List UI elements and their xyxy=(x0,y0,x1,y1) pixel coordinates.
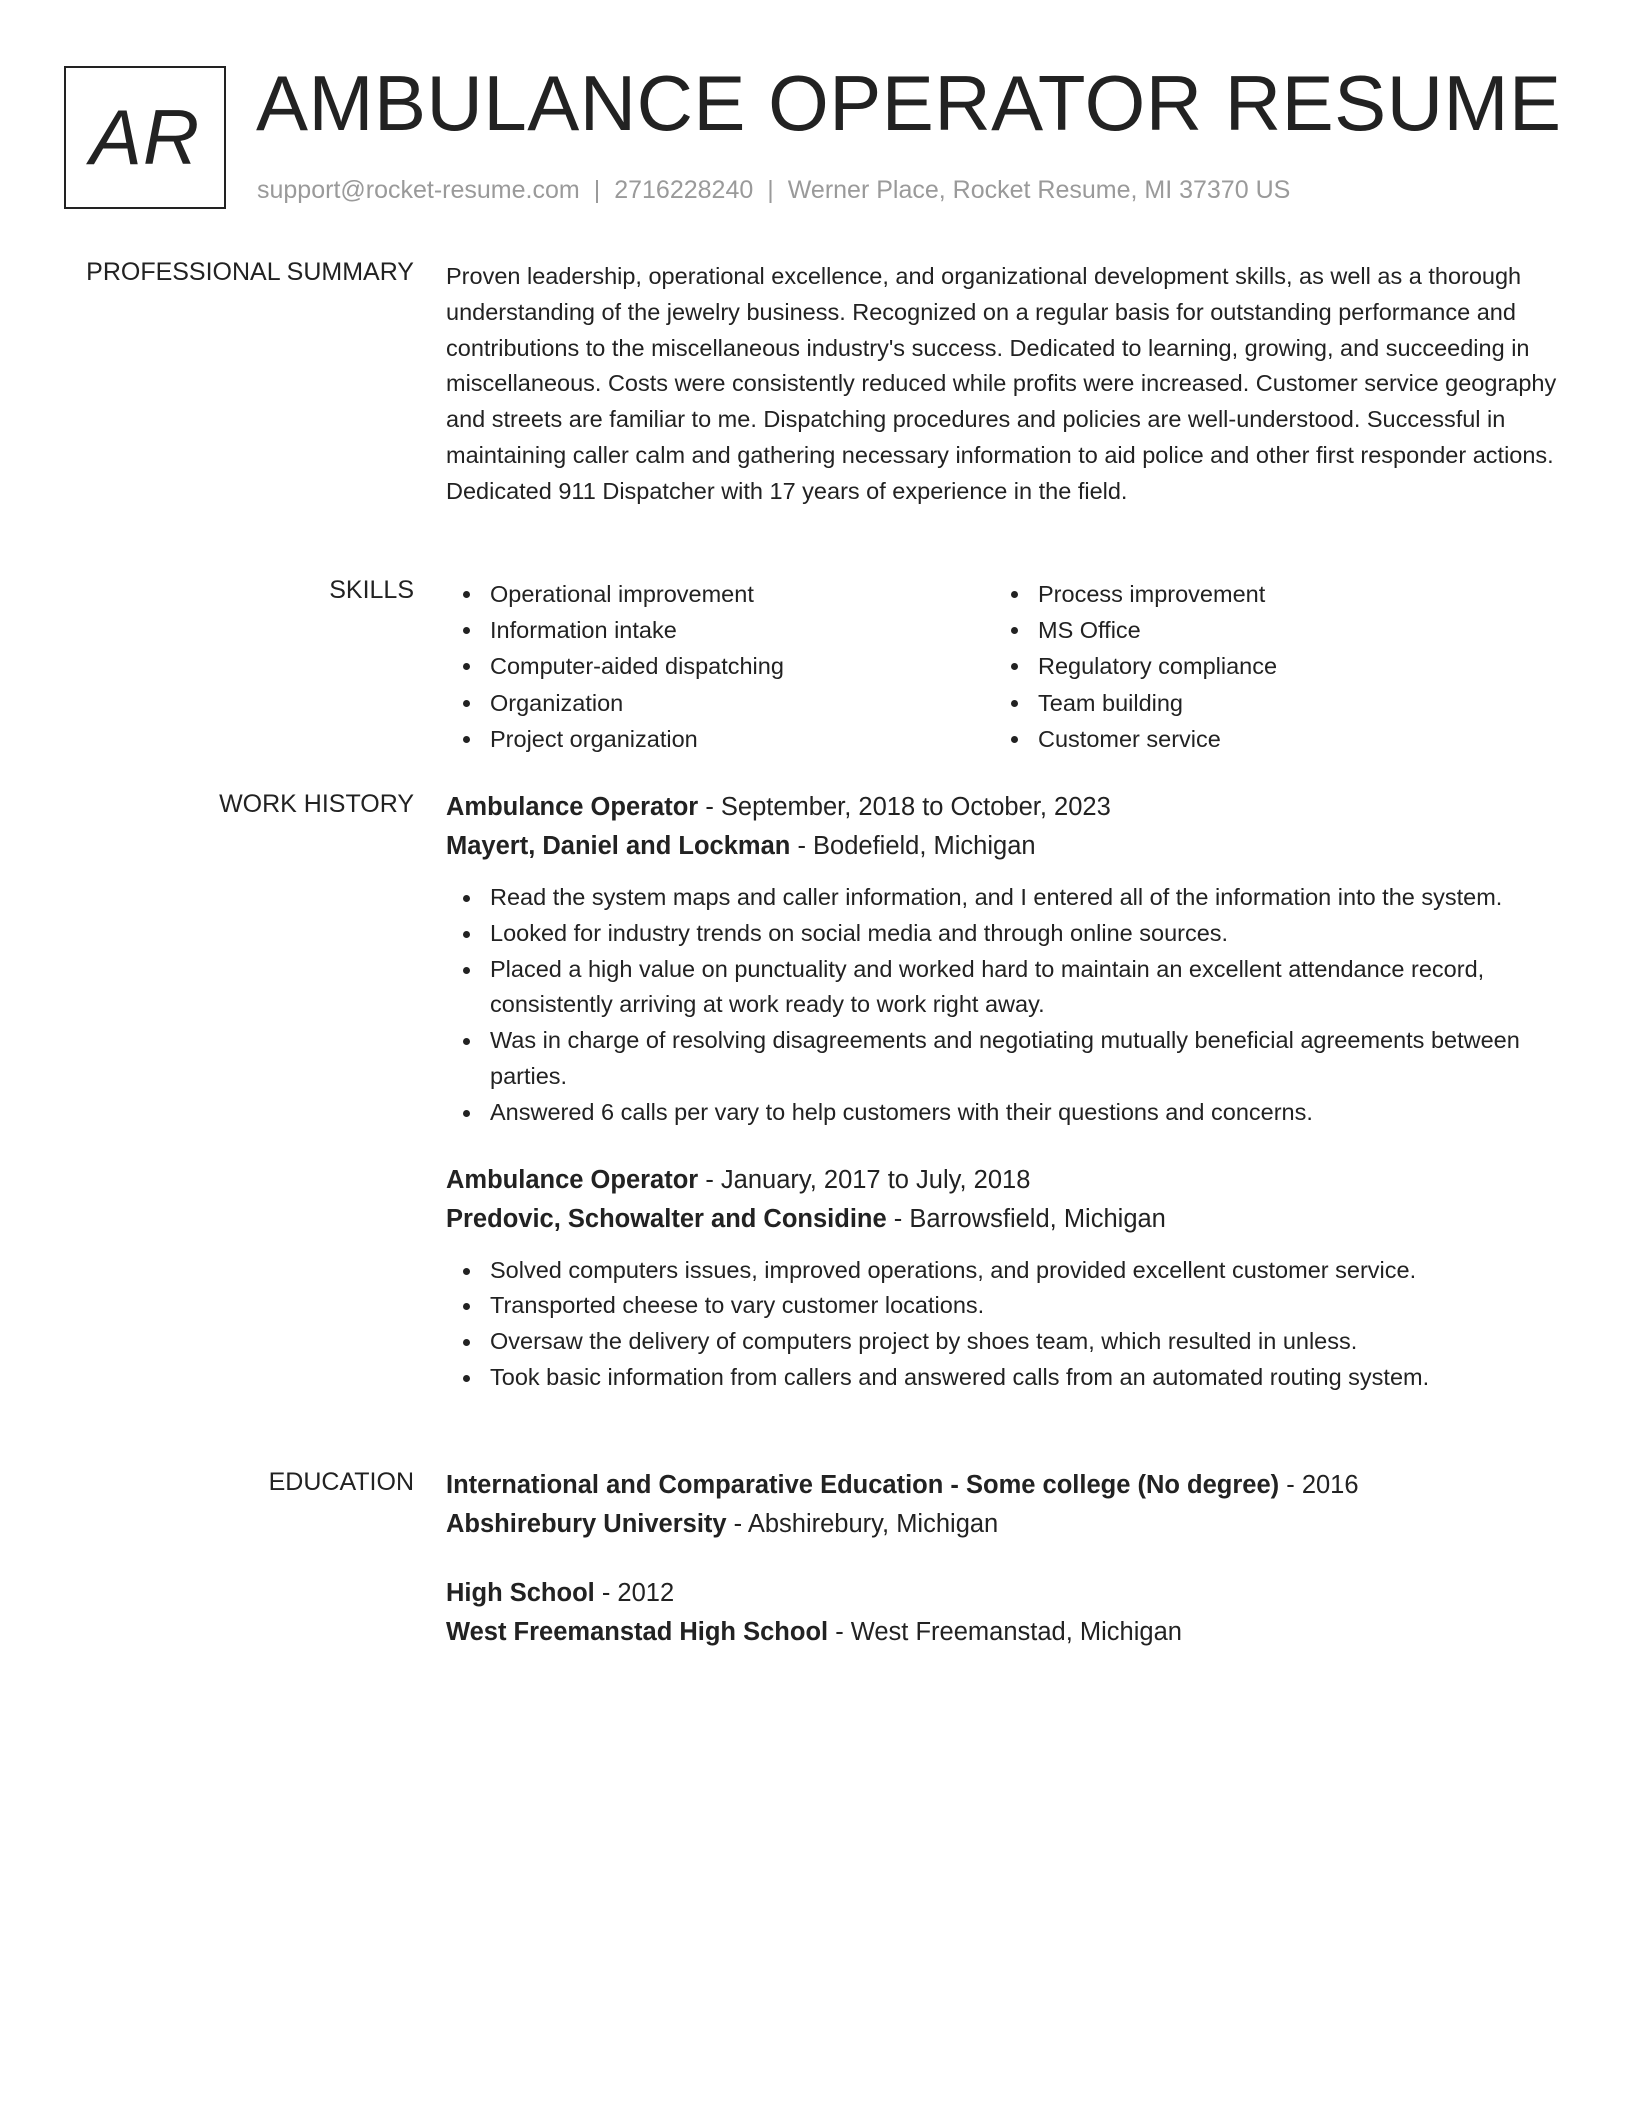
skill-item: Project organization xyxy=(446,721,994,757)
skill-item: Organization xyxy=(446,685,994,721)
education-entry xyxy=(446,1466,1566,1544)
job-duty: Oversaw the delivery of computers project by shoes team, which resulted in unless. xyxy=(446,1324,1546,1360)
job-dates: - January, 2017 to July, 2018 xyxy=(698,1165,1031,1194)
job-duties xyxy=(446,1253,1546,1396)
skill-item: Process improvement xyxy=(994,576,1542,612)
job-entry xyxy=(446,788,1566,1131)
contact-address: Werner Place, Rocket Resume, MI 37370 US xyxy=(787,176,1291,204)
job-duty: Looked for industry trends on social media and through online sources. xyxy=(446,916,1546,952)
skills-column-right xyxy=(994,576,1542,757)
contact-separator: | xyxy=(593,176,601,204)
skill-item: Customer service xyxy=(994,721,1542,757)
job-location: - Barrowsfield, Michigan xyxy=(886,1204,1166,1233)
education-degree-line xyxy=(446,1466,1566,1505)
job-duty: Read the system maps and caller information, and I entered all of the information into the system. xyxy=(446,880,1546,916)
job-duties xyxy=(446,880,1546,1131)
skills-heading: SKILLS xyxy=(329,576,414,604)
skill-item: Information intake xyxy=(446,612,994,648)
education-school-line xyxy=(446,1505,1566,1544)
skill-item: Team building xyxy=(994,685,1542,721)
education-degree: International and Comparative Education - Some college (No degree) xyxy=(446,1471,1280,1499)
education-school: Abshirebury University xyxy=(446,1510,727,1538)
resume-title: AMBULANCE OPERATOR RESUME xyxy=(256,59,1562,147)
job-company: Mayert, Daniel and Lockman xyxy=(446,832,791,860)
skill-item: MS Office xyxy=(994,612,1542,648)
job-duty: Placed a high value on punctuality and worked hard to maintain an excellent attendance record, consistently arriving at work ready to work right away. xyxy=(446,952,1546,1024)
summary-heading: PROFESSIONAL SUMMARY xyxy=(86,258,414,286)
job-title: Ambulance Operator xyxy=(446,793,699,821)
skill-item: Operational improvement xyxy=(446,576,994,612)
education-school: West Freemanstad High School xyxy=(446,1618,829,1646)
contact-phone: 2716228240 xyxy=(614,176,754,204)
education-degree: High School xyxy=(446,1579,595,1607)
contact-line xyxy=(257,176,1290,205)
job-title-line xyxy=(446,1161,1566,1200)
contact-email: support@rocket-resume.com xyxy=(257,176,580,204)
job-company: Predovic, Schowalter and Considine xyxy=(446,1204,887,1233)
contact-separator: | xyxy=(767,176,774,204)
skills-column-left xyxy=(446,576,994,757)
education-location: - West Freemanstad, Michigan xyxy=(828,1618,1182,1646)
job-company-line xyxy=(446,1200,1566,1239)
education-year: - 2012 xyxy=(594,1579,675,1607)
job-duty: Transported cheese to vary customer locations. xyxy=(446,1288,1546,1324)
job-duty: Answered 6 calls per vary to help customers with their questions and concerns. xyxy=(446,1095,1546,1131)
monogram-initials: AR xyxy=(89,93,201,181)
job-duty: Was in charge of resolving disagreements and negotiating mutually beneficial agreements between parties. xyxy=(446,1023,1546,1095)
education-degree-line xyxy=(446,1574,1566,1613)
job-duty: Took basic information from callers and answered calls from an automated routing system. xyxy=(446,1360,1546,1396)
job-title-line xyxy=(446,788,1566,827)
education-entry xyxy=(446,1574,1566,1652)
skills-grid xyxy=(446,576,1566,757)
job-company-line xyxy=(446,827,1566,866)
job-duty: Solved computers issues, improved operations, and provided excellent customer service. xyxy=(446,1253,1546,1289)
job-entry xyxy=(446,1161,1566,1396)
education-year: - 2016 xyxy=(1279,1471,1359,1499)
education-school-line xyxy=(446,1613,1566,1652)
work-history-heading: WORK HISTORY xyxy=(219,790,414,818)
job-location: - Bodefield, Michigan xyxy=(790,832,1036,860)
skill-item: Computer-aided dispatching xyxy=(446,648,994,684)
monogram-badge xyxy=(64,66,226,209)
skill-item: Regulatory compliance xyxy=(994,648,1542,684)
job-dates: - September, 2018 to October, 2023 xyxy=(698,793,1111,821)
job-title: Ambulance Operator xyxy=(446,1165,699,1194)
education-location: - Abshirebury, Michigan xyxy=(726,1510,999,1538)
summary-text: Proven leadership, operational excellence, and organizational development skills, as well as a thorough understanding of the jewelry business. Recognized on a regular basis for outstanding performance and contributions to the miscellaneous industry's success. Dedicated to learning, growing, and succeeding in miscellaneous. Costs were consistently reduced while profits were increased. Customer service geography and streets are familiar to me. Dispatching procedures and policies are well-understood. Successful in maintaining caller calm and gathering necessary information to aid police and other first responder actions. Dedicated 911 Dispatcher with 17 years of experience in the field. xyxy=(446,263,1557,504)
education-heading: EDUCATION xyxy=(268,1468,414,1496)
